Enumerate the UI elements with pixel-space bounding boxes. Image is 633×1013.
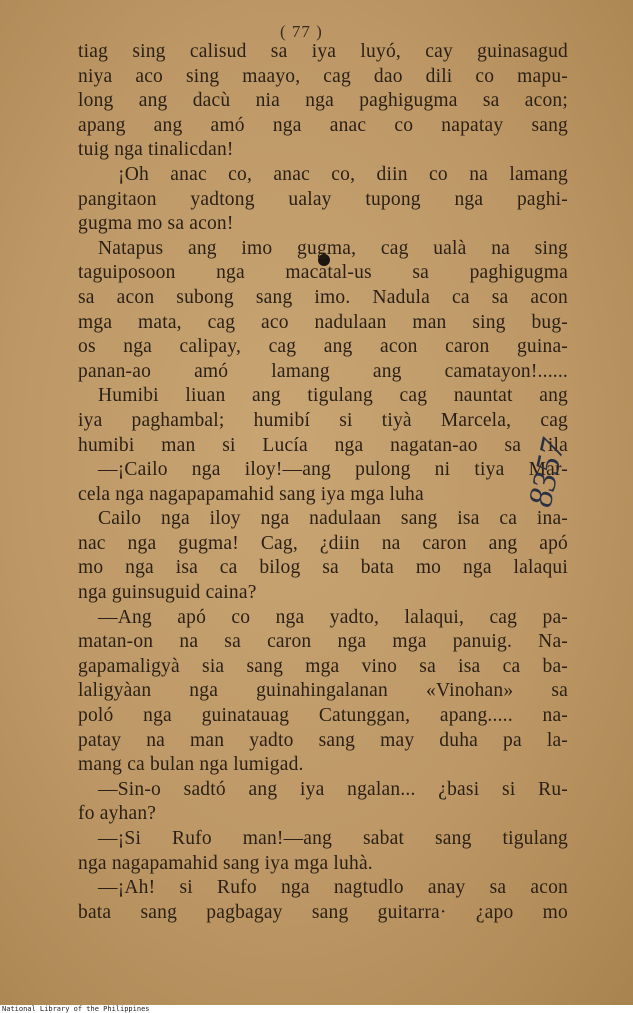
text-line: fo ayhan? xyxy=(78,803,157,825)
text-line: cela nga nagapapamahid sang iya mga luha xyxy=(78,483,424,505)
handwritten-margin-note: 8357 xyxy=(521,435,573,511)
text-line: iya paghambal; humibí si tiyà Marcela, cag xyxy=(78,409,568,431)
footer-credit xyxy=(0,1005,633,1013)
text-line: tuig nga tinalicdan! xyxy=(78,139,234,161)
text-line: apang ang amó nga anac co napatay sang xyxy=(78,114,568,136)
page-number: ( 77 ) xyxy=(280,22,323,41)
text-line: niya aco sing maayo, cag dao dili co mapu- xyxy=(78,65,568,87)
text-line: mga mata, cag aco nadulaan man sing bug- xyxy=(78,311,568,333)
text-line: —¡Ah! si Rufo nga nagtudlo anay sa acon xyxy=(98,877,568,899)
text-line: bata sang pagbagay sang guitarra· ¿apo mo xyxy=(78,901,568,923)
text-line: Humibi liuan ang tigulang cag nauntat ang xyxy=(98,385,568,407)
text-line: nga nagapamahid sang iya mga luhà. xyxy=(78,852,373,874)
body-text xyxy=(78,40,568,925)
text-line: —Sin-o sadtó ang iya ngalan... ¿basi si Ru- xyxy=(98,778,568,800)
text-line: taguiposoon nga macatal-us sa paghigugma xyxy=(78,262,568,284)
text-line: matan-on na sa caron nga mga panuig. Na- xyxy=(78,631,568,653)
text-line: Natapus ang imo gugma, cag ualà na sing xyxy=(98,237,568,259)
text-line: poló nga guinatauag Catunggan, apang..... na- xyxy=(78,705,568,727)
text-line: mang ca bulan nga lumigad. xyxy=(78,754,304,776)
text-line: panan-ao amó lamang ang camatayon!...... xyxy=(78,360,568,382)
text-line: sa acon subong sang imo. Nadula ca sa acon xyxy=(78,286,568,308)
text-line: laligyàan nga guinahingalanan «Vinohan» sa xyxy=(78,680,568,702)
text-line: os nga calipay, cag ang acon caron guina- xyxy=(78,336,568,358)
text-line: Cailo nga iloy nga nadulaan sang isa ca ina- xyxy=(98,508,568,530)
text-line: long ang dacù nia nga paghigugma sa acon; xyxy=(78,90,568,112)
text-line: —¡Cailo nga iloy!—ang pulong ni tiya Mar- xyxy=(98,459,568,481)
text-line: patay na man yadto sang may duha pa la- xyxy=(78,729,568,751)
text-line: gugma mo sa acon! xyxy=(78,213,234,235)
text-line: nac nga gugma! Cag, ¿diin na caron ang apó xyxy=(78,532,568,554)
text-line: —Ang apó co nga yadto, lalaqui, cag pa- xyxy=(98,606,568,628)
text-line: mo nga isa ca bilog sa bata mo nga lalaqui xyxy=(78,557,568,579)
footer-credit-text: National Library of the Philippines xyxy=(2,1005,150,1013)
text-line: pangitaon yadtong ualay tupong nga paghi- xyxy=(78,188,568,210)
text-line: tiag sing calisud sa iya luyó, cay guinasagud xyxy=(78,41,568,62)
text-line: gapamaligyà sia sang mga vino sa isa ca ba- xyxy=(78,655,568,677)
text-line: —¡Si Rufo man!—ang sabat sang tigulang xyxy=(98,828,568,849)
text-line: ¡Oh anac co, anac co, diin co na lamang xyxy=(118,163,568,185)
text-line: nga guinsuguid caina? xyxy=(78,582,257,604)
text-line: humibi man si Lucía nga nagatan-ao sa ila xyxy=(78,434,568,456)
